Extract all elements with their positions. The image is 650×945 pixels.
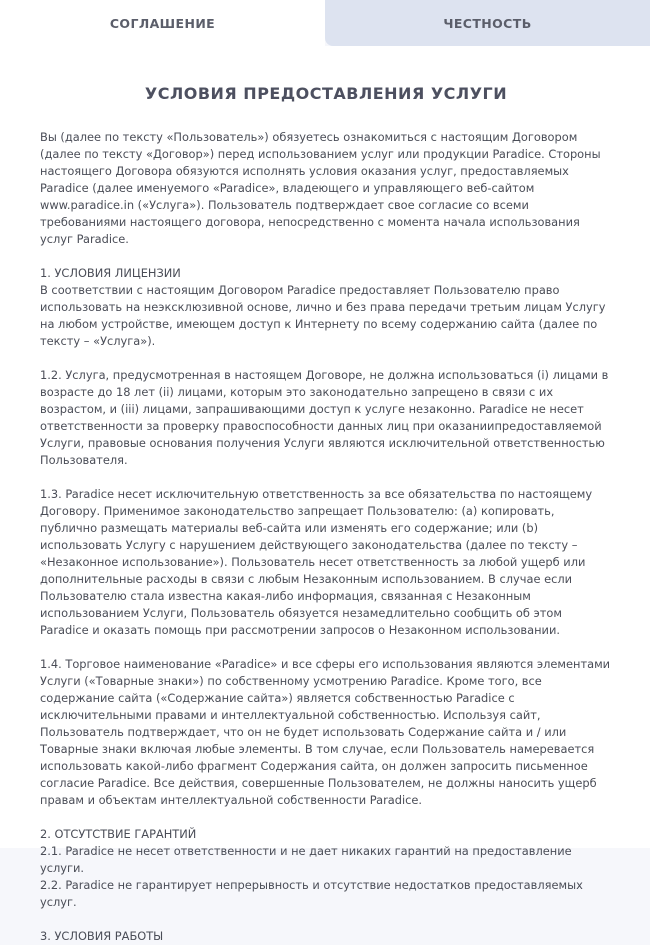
license-paragraph-1: В соответствии с настоящим Договором Paradice предоставляет Пользователю право использовать на неэксклюзивной основе, лично и без права передачи третьим лицам Услугу на любом устройстве, имеющем доступ к Интернету по всему содержанию сайта (далее по тексту – «Услуга»). — [40, 283, 606, 348]
tab-bar — [0, 0, 650, 46]
license-paragraph-3: 1.3. Paradice несет исключительную ответственность за все обязательства по настоящему Договору. Применимое законодательство запрещает Пользователю: (a) копировать, публично размещать материалы веб-сайта или изменять его содержание; или (b) использовать Услугу с нарушением действующего законодательства (далее по тексту – «Незаконное использование»). Пользователь несет ответственность за любой ущерб или дополнительные расходы в связи с любым Незаконным использованием. В случае если Пользователю стала известна какая-либо информация, связанная с Незаконным использованием Услуги, Пользователь обязуется незамедлительно сообщить об этом Paradice и оказать помощь при рассмотрении запросов о Незаконном использовании. — [40, 487, 593, 637]
license-paragraph-4: 1.4. Торговое наименование «Paradice» и все сферы его использования являются элементами Услуги («Товарные знаки») по собственному усмотрению Paradice. Кроме того, все содержание сайта («Содержание сайта») является собственностью Paradice с исключительными правами и интеллектуальной собственностью. Используя сайт, Пользователь подтверждает, что он не будет использовать Содержание сайта и / или Товарные знаки включая любые элементы. В том случае, если Пользователь намеревается использовать какой-либо фрагмент Содержания сайта, он должен запросить письменное согласие Paradice. Все действия, совершенные Пользователем, не должны наносить ущерб правам и объектам интеллектуальной собственности Paradice. — [40, 657, 611, 807]
warranty-line-1: 2.1. Paradice не несет ответственности и не дает никаких гарантий на предоставление услуги. — [40, 844, 572, 875]
document-content — [0, 46, 650, 943]
document-title: УСЛОВИЯ ПРЕДОСТАВЛЕНИЯ УСЛУГИ — [144, 84, 508, 103]
section-heading-terms-of-work: 3. УСЛОВИЯ РАБОТЫ — [40, 929, 164, 943]
tab-fairness[interactable]: ЧЕСТНОСТЬ — [325, 0, 650, 46]
section-heading-no-warranty: 2. ОТСУТСТВИЕ ГАРАНТИЙ — [40, 827, 197, 841]
intro-paragraph: Вы (далее по тексту «Пользователь») обязуетесь ознакомиться с настоящим Договором (далее по тексту «Договор») перед использованием услуг или продукции Paradice. Стороны настоящего Договора обязуются исполнять условия оказания услуг, предоставляемых Paradice (далее именуемого «Paradice», владеющего и управляющего веб-сайтом www.paradice.in («Услуга»). Пользователь подтверждает свое согласие со всеми требованиями настоящего договора, непосредственно с момента начала использования услуг Paradice. — [40, 130, 601, 246]
section-heading-license: 1. УСЛОВИЯ ЛИЦЕНЗИИ — [40, 266, 181, 280]
tab-agreement[interactable]: СОГЛАШЕНИЕ — [0, 0, 325, 46]
warranty-line-2: 2.2. Paradice не гарантирует непрерывность и отсутствие недостатков предоставляемых услуг. — [40, 878, 583, 909]
license-paragraph-2: 1.2. Услуга, предусмотренная в настоящем Договоре, не должна использоваться (i) лицами в возрасте до 18 лет (ii) лицами, которым это законодательно запрещено в связи с их возрастом, и (iii) лицами, запрашивающими доступ к услуге незаконно. Paradice не несет ответственности за проверку правоспособности данных лиц при оказаниипредоставляемой Услуги, правовые основания получения Услуги являются исключительной ответственностью Пользователя. — [40, 368, 609, 467]
